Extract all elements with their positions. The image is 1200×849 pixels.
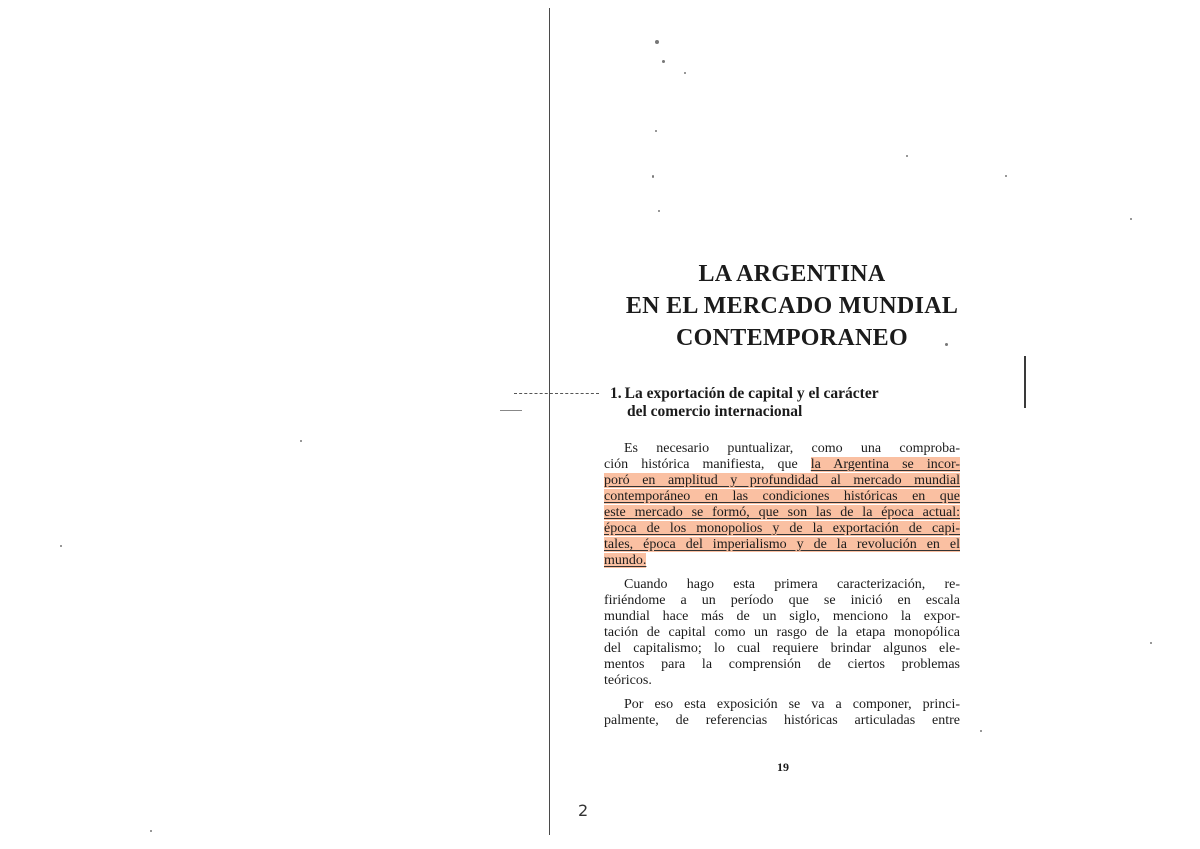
scan-speck — [662, 60, 665, 63]
paragraph-1-line-6 — [604, 521, 960, 537]
chapter-title — [600, 258, 984, 354]
paragraph-3-line-1: Por eso esta exposición se va a componer, princi- — [624, 697, 960, 712]
paragraph-1-line-2 — [604, 457, 960, 473]
scan-speck — [658, 210, 660, 212]
scan-speck — [1150, 642, 1152, 644]
paragraph-2-line-7: teóricos. — [604, 673, 652, 688]
highlighted-text: mundo. — [604, 553, 647, 568]
paragraph-2-line-5: del capitalismo; lo cual requiere brindar algunos ele- — [604, 641, 960, 656]
scan-speck — [906, 155, 908, 157]
scan-speck — [655, 40, 659, 44]
scan-speck — [1005, 175, 1007, 177]
scan-speck — [150, 830, 152, 832]
paragraph-3-line-2: palmente, de referencias históricas articuladas entre — [604, 713, 960, 728]
scan-speck — [655, 130, 657, 132]
paragraph-2-line-4: tación de capital como un rasgo de la etapa monopólica — [604, 625, 960, 640]
corner-mark: 2 — [578, 801, 589, 820]
margin-dash — [514, 393, 599, 395]
paragraph-1-line-1: Es necesario puntualizar, como una comproba- — [624, 441, 960, 456]
scan-speck — [684, 72, 686, 74]
highlighted-text: contemporáneo en las condiciones históricas en que — [604, 489, 960, 504]
paragraph-1-line-8 — [604, 553, 960, 569]
paragraph-2-line-6: mentos para la comprensión de ciertos problemas — [604, 657, 960, 672]
scan-speck — [60, 545, 62, 547]
section-title-line-1: La exportación de capital y el carácter — [624, 385, 879, 402]
paragraph-1-line-4 — [604, 489, 960, 505]
paragraph-1-line-5 — [604, 505, 960, 521]
chapter-title-line-2: EN EL MERCADO MUNDIAL — [625, 293, 959, 319]
page-number: 19 — [777, 760, 789, 774]
paragraph-2-line-3: mundial hace más de un siglo, menciono la expor- — [604, 609, 960, 624]
paragraph-1-line-2-plain: ción histórica manifiesta, que — [604, 457, 811, 472]
chapter-title-line-3: CONTEMPORANEO — [676, 325, 908, 351]
section-title-line-2: del comercio internacional — [627, 403, 803, 420]
highlighted-text: la Argentina se incor- — [810, 457, 960, 472]
chapter-title-line-1: LA ARGENTINA — [698, 261, 886, 287]
scan-speck — [1130, 218, 1132, 220]
section-number: 1. — [610, 385, 622, 402]
paragraph-2-line-1: Cuando hago esta primera caracterización, re- — [624, 577, 960, 592]
scan-speck — [300, 440, 302, 442]
margin-dash-small — [500, 410, 522, 411]
scan-speck — [980, 730, 982, 732]
margin-mark — [1024, 356, 1026, 408]
paragraph-1-line-7 — [604, 537, 960, 553]
highlighted-text: tales, época del imperialismo y de la revolución en el — [604, 537, 960, 552]
paragraph-1-line-3 — [604, 473, 960, 489]
highlighted-text: este mercado se formó, que son las de la época actual: — [604, 505, 960, 520]
page-gutter-line — [549, 8, 550, 835]
highlighted-text: poró en amplitud y profundidad al mercado mundial — [604, 473, 960, 488]
paragraph-2-line-2: firiéndome a un período que se inició en escala — [604, 593, 960, 608]
section-heading — [610, 385, 970, 421]
highlighted-text: época de los monopolios y de la exportación de capi- — [604, 521, 960, 536]
scan-speck — [652, 175, 654, 178]
